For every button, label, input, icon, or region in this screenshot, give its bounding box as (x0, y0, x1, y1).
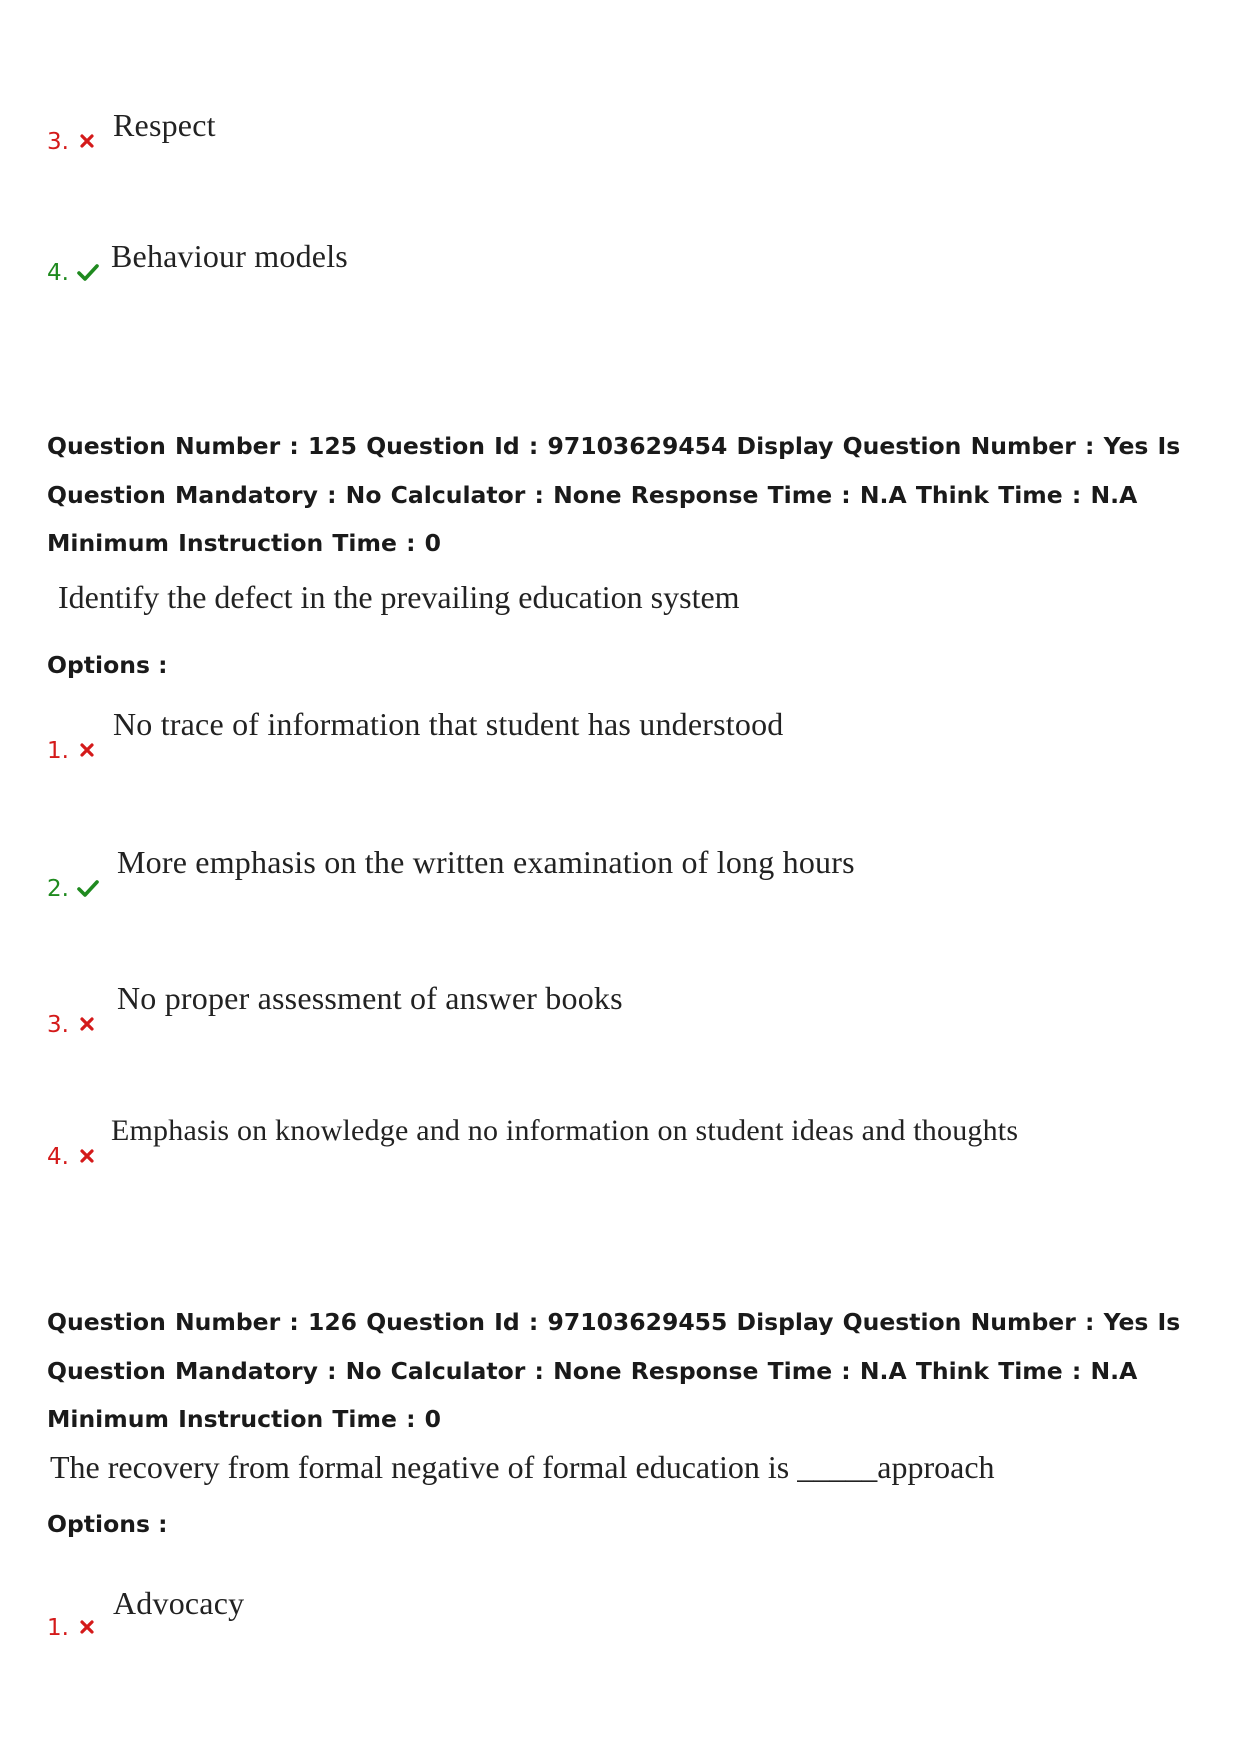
cross-icon (79, 1148, 95, 1164)
option-text: Respect (113, 107, 216, 143)
option-3-respect (47, 85, 1197, 155)
cross-icon (79, 1016, 95, 1032)
cross-icon (79, 133, 95, 149)
option-number: 2. (47, 876, 69, 902)
cross-icon (79, 1619, 95, 1635)
option-3 (47, 968, 1197, 1038)
option-number: 1. (47, 738, 69, 764)
option-number: 4. (47, 260, 69, 286)
option-text: Advocacy (113, 1585, 245, 1621)
check-icon (76, 260, 100, 284)
question-meta-126: Question Number : 126 Question Id : 97103629455 Display Question Number : Yes Is Question Mandatory : No Calculator : None Response Time : N.A Think Time : N.A Minimum Instruction Time : 0 (47, 1308, 1181, 1433)
option-number: 1. (47, 1615, 69, 1641)
question-text-125: Identify the defect in the prevailing education system (58, 579, 740, 615)
option-1 (47, 694, 1197, 764)
option-text: No trace of information that student has understood (113, 706, 784, 742)
question-text-126: The recovery from formal negative of formal education is _____approach (50, 1449, 995, 1485)
cross-icon (79, 742, 95, 758)
options-label: Options : (47, 651, 168, 679)
option-text: Emphasis on knowledge and no information on student ideas and thoughts (111, 1114, 1019, 1147)
option-text: Behaviour models (111, 238, 348, 274)
option-text: No proper assessment of answer books (117, 980, 623, 1016)
option-4-behaviour-models (47, 216, 1197, 286)
option-number: 4. (47, 1144, 69, 1170)
option-number: 3. (47, 1012, 69, 1038)
check-icon (76, 876, 100, 900)
option-number: 3. (47, 129, 69, 155)
question-meta-125: Question Number : 125 Question Id : 97103629454 Display Question Number : Yes Is Question Mandatory : No Calculator : None Response Time : N.A Think Time : N.A Minimum Instruction Time : 0 (47, 432, 1181, 557)
option-text: More emphasis on the written examination of long hours (117, 844, 855, 880)
options-label: Options : (47, 1510, 168, 1538)
option-4 (47, 1100, 1197, 1170)
option-1 (47, 1571, 1197, 1641)
option-2 (47, 832, 1197, 902)
